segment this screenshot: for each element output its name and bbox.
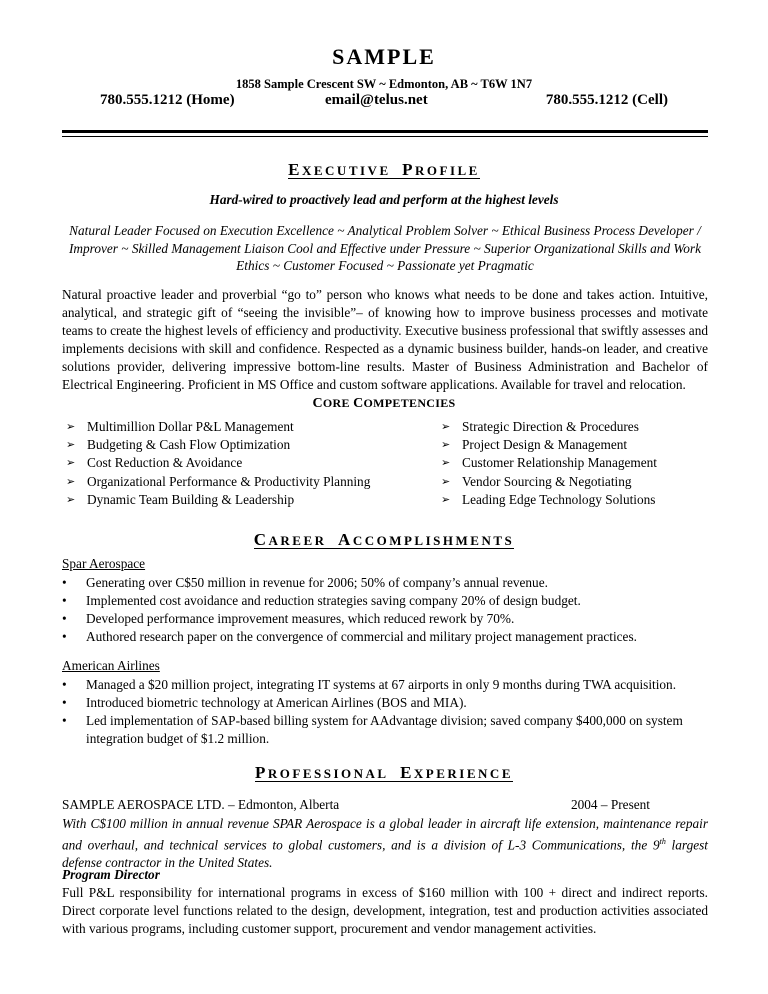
bullet-icon: • — [62, 575, 67, 590]
competency-item: ➢ Organizational Performance & Productivity Planning — [66, 473, 370, 491]
bullet-icon: • — [62, 629, 67, 644]
cell-phone: 780.555.1212 (Cell) — [545, 92, 668, 108]
arrow-bullet-icon: ➢ — [66, 421, 76, 433]
arrow-bullet-icon: ➢ — [441, 493, 451, 506]
email-address: email@telus.net — [325, 92, 428, 108]
accomplishment-item: • Managed a $20 million project, integrating IT systems at 67 airports in only 9 months during TWA acquisition. — [62, 677, 677, 692]
competency-item: ➢ Project Design & Management — [441, 436, 657, 454]
employer-name: Spar Aerospace — [62, 556, 146, 571]
core-competencies-heading: CORE COMPETENCIES — [312, 396, 456, 411]
company-name: SAMPLE AEROSPACE LTD. – Edmonton, Alberta — [62, 797, 340, 812]
accomplishment-list — [62, 676, 708, 748]
job-dates: 2004 – Present — [570, 797, 650, 812]
arrow-bullet-icon: ➢ — [441, 475, 451, 488]
job-header — [62, 797, 650, 815]
accomplishment-item: • Authored research paper on the convergence of commercial and military project management practices. — [62, 629, 637, 644]
employer-name: American Airlines — [62, 658, 160, 673]
competency-item: ➢ Leading Edge Technology Solutions — [441, 491, 657, 509]
role-summary: Full P&L responsibility for international programs in excess of $160 million with 100 + direct and indirect reports. Direct corporate level functions related to the design, development, integration, test and production activities associated with various programs, including customer support, procurement and vendor management activities. — [62, 885, 708, 936]
arrow-bullet-icon: ➢ — [66, 439, 76, 452]
accomplishment-item: • Introduced biometric technology at American Airlines (BOS and MIA). — [62, 695, 467, 710]
accomplishment-item: • Generating over C$50 million in revenue for 2006; 50% of company’s annual revenue. — [62, 575, 548, 590]
profile-tagline: Hard-wired to proactively lead and perform at the highest levels — [209, 192, 559, 207]
arrow-bullet-icon: ➢ — [441, 439, 451, 452]
executive-profile-heading: EXECUTIVE PROFILE — [288, 160, 480, 179]
competency-item: ➢ Dynamic Team Building & Leadership — [66, 491, 370, 509]
arrow-bullet-icon: ➢ — [66, 475, 76, 488]
header-divider-thick — [62, 130, 708, 133]
competency-item: ➢ Multimillion Dollar P&L Management — [66, 418, 370, 436]
competency-item: ➢ Budgeting & Cash Flow Optimization — [66, 436, 370, 454]
arrow-bullet-icon: ➢ — [441, 421, 451, 433]
bullet-icon: • — [62, 611, 67, 626]
contact-line — [100, 92, 668, 112]
company-description: With C$100 million in annual revenue SPAR Aerospace is a global leader in aircraft life extension, maintenance repair and overhaul, and technical services to global customers, and is a division of L-3 Communications, the 9th largest defense contractor in the United States. — [62, 816, 708, 871]
arrow-bullet-icon: ➢ — [441, 457, 451, 470]
competency-item: ➢ Strategic Direction & Procedures — [441, 418, 657, 436]
accomplishment-item: • Led implementation of SAP-based billing system for AAdvantage division; saved company $400,000 on system integration budget of $1.2 million. — [62, 713, 683, 746]
header-divider-thin — [62, 136, 708, 137]
bullet-icon: • — [62, 713, 67, 728]
arrow-bullet-icon: ➢ — [66, 457, 76, 470]
accomplishment-item: • Implemented cost avoidance and reduction strategies saving company 20% of design budget. — [62, 593, 581, 608]
career-accomplishments-heading: CAREER ACCOMPLISHMENTS — [253, 530, 515, 549]
address-line: 1858 Sample Crescent SW ~ Edmonton, AB ~ T6W 1N7 — [235, 77, 533, 91]
job-role: Program Director — [62, 867, 160, 882]
competency-item: ➢ Cost Reduction & Avoidance — [66, 454, 370, 472]
accomplishment-item: • Developed performance improvement measures, which reduced rework by 70%. — [62, 611, 515, 626]
bullet-icon: • — [62, 593, 67, 608]
competencies-right-list — [441, 418, 657, 509]
candidate-name: SAMPLE — [332, 44, 436, 69]
home-phone: 780.555.1212 (Home) — [100, 92, 235, 108]
profile-summary: Natural proactive leader and proverbial “go to” person who knows what needs to be done and takes action. Intuitive, analytical, and strategic gift of “seeing the invisible”– of knowing how to improve business processes and motivate teams to create the highest levels of efficiency and productivity. Executive business professional that swiftly assesses and implements decisions with skill and confidence. Respected as a dynamic business builder, hands-on leader, and creative solutions provider, delivering impressive bottom-line results. Master of Business Administration and Bachelor of Electrical Engineering. Proficient in MS Office and custom software applications. Available for travel and relocation. — [62, 287, 708, 392]
professional-experience-heading: PROFESSIONAL EXPERIENCE — [254, 763, 513, 782]
competency-item: ➢ Customer Relationship Management — [441, 454, 657, 472]
bullet-icon: • — [62, 695, 67, 710]
profile-traits: Natural Leader Focused on Execution Excellence ~ Analytical Problem Solver ~ Ethical Business Process Developer / Improver ~ Skilled Management Liaison Cool and Effective under Pressure ~ Superior Organizational Skills and Work Ethics ~ Customer Focused ~ Passionate yet Pragmatic — [68, 223, 701, 273]
arrow-bullet-icon: ➢ — [66, 493, 76, 506]
accomplishment-list — [62, 574, 708, 646]
competency-item: ➢ Vendor Sourcing & Negotiating — [441, 473, 657, 491]
bullet-icon: • — [62, 677, 67, 692]
competencies-left-list — [66, 418, 370, 509]
